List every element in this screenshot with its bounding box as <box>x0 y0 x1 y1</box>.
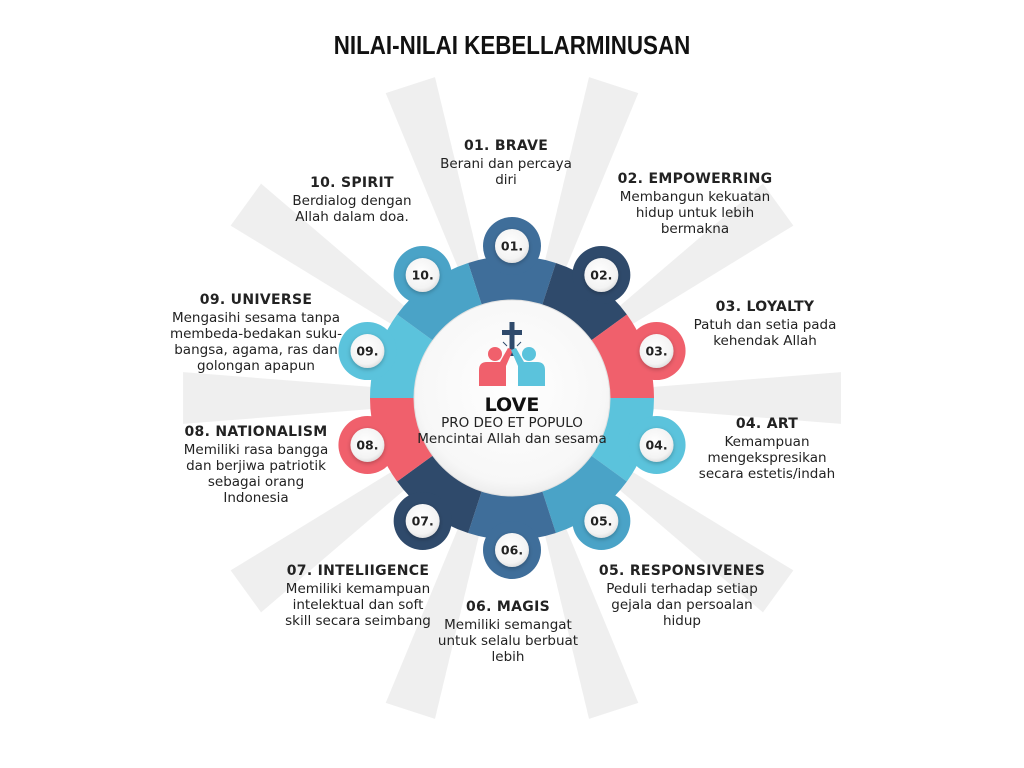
value-item-02 <box>610 171 780 237</box>
value-number: 02. <box>617 171 644 187</box>
badge-number: 03. <box>645 343 668 359</box>
value-name: ART <box>766 416 799 432</box>
badge-number: 08. <box>356 437 379 453</box>
value-description: Memiliki semangat untuk selalu berbuat lebih <box>437 617 579 665</box>
value-item-05 <box>597 563 767 629</box>
center-subtitle: PRO DEO ET POPULO <box>441 415 583 431</box>
value-number: 03. <box>715 299 742 315</box>
value-description: Berdialog dengan Allah dalam doa. <box>292 193 412 225</box>
value-name: NATIONALISM <box>215 424 328 440</box>
badge-number: 09. <box>356 343 379 359</box>
value-name: MAGIS <box>496 599 550 615</box>
value-description: Memiliki kemampuan intelektual dan soft skill secara seimbang <box>285 581 431 629</box>
value-description: Kemampuan mengekspresikan secara estetis/indah <box>698 434 836 482</box>
value-number: 08. <box>184 424 211 440</box>
value-number: 06. <box>466 599 492 615</box>
badge-number: 01. <box>500 238 524 254</box>
center-text <box>412 394 612 447</box>
value-name: LOYALTY <box>746 299 815 315</box>
value-description: Patuh dan setia pada kehendak Allah <box>693 317 837 349</box>
value-name: INTELIIGENCE <box>317 563 430 579</box>
value-item-08 <box>176 424 336 506</box>
value-item-06 <box>433 599 583 665</box>
value-item-01 <box>431 138 581 188</box>
value-item-07 <box>278 563 438 629</box>
value-number: 01. <box>463 138 490 154</box>
value-item-10 <box>287 175 417 225</box>
value-description: Membangun kekuatan hidup untuk lebih bermakna <box>619 189 771 237</box>
badge-number: 07. <box>411 513 434 529</box>
value-description: Memiliki rasa bangga dan berjiwa patriotik sebagai orang Indonesia <box>183 442 329 506</box>
value-number: 05. <box>598 563 625 579</box>
value-description: Berani dan percaya diri <box>440 156 572 188</box>
value-number: 07. <box>286 563 313 579</box>
value-number: 10. <box>310 175 336 191</box>
value-name: BRAVE <box>494 138 549 154</box>
value-number: 09. <box>199 292 226 308</box>
value-description: Mengasihi sesama tanpa membeda-bedakan suku-bangsa, agama, ras dan golongan apapun <box>169 310 343 374</box>
page-title: NILAI-NILAI KEBELLARMINUSAN <box>333 30 691 60</box>
badge-number: 06. <box>500 542 524 558</box>
badge-number: 10. <box>411 267 434 283</box>
badge-number: 02. <box>590 267 613 283</box>
center-title: LOVE <box>484 394 540 416</box>
value-name: UNIVERSE <box>230 292 313 308</box>
badge-number: 05. <box>590 513 613 529</box>
value-name: SPIRIT <box>340 175 394 191</box>
value-item-03 <box>685 299 845 349</box>
value-name: RESPONSIVENES <box>629 563 766 579</box>
value-description: Peduli terhadap setiap gejala dan persoalan hidup <box>606 581 758 629</box>
value-item-09 <box>166 292 346 374</box>
value-name: EMPOWERRING <box>648 171 773 187</box>
badge-number: 04. <box>645 437 668 453</box>
center-caption: Mencintai Allah dan sesama <box>417 430 607 447</box>
value-number: 04. <box>735 416 762 432</box>
value-item-04 <box>692 416 842 482</box>
